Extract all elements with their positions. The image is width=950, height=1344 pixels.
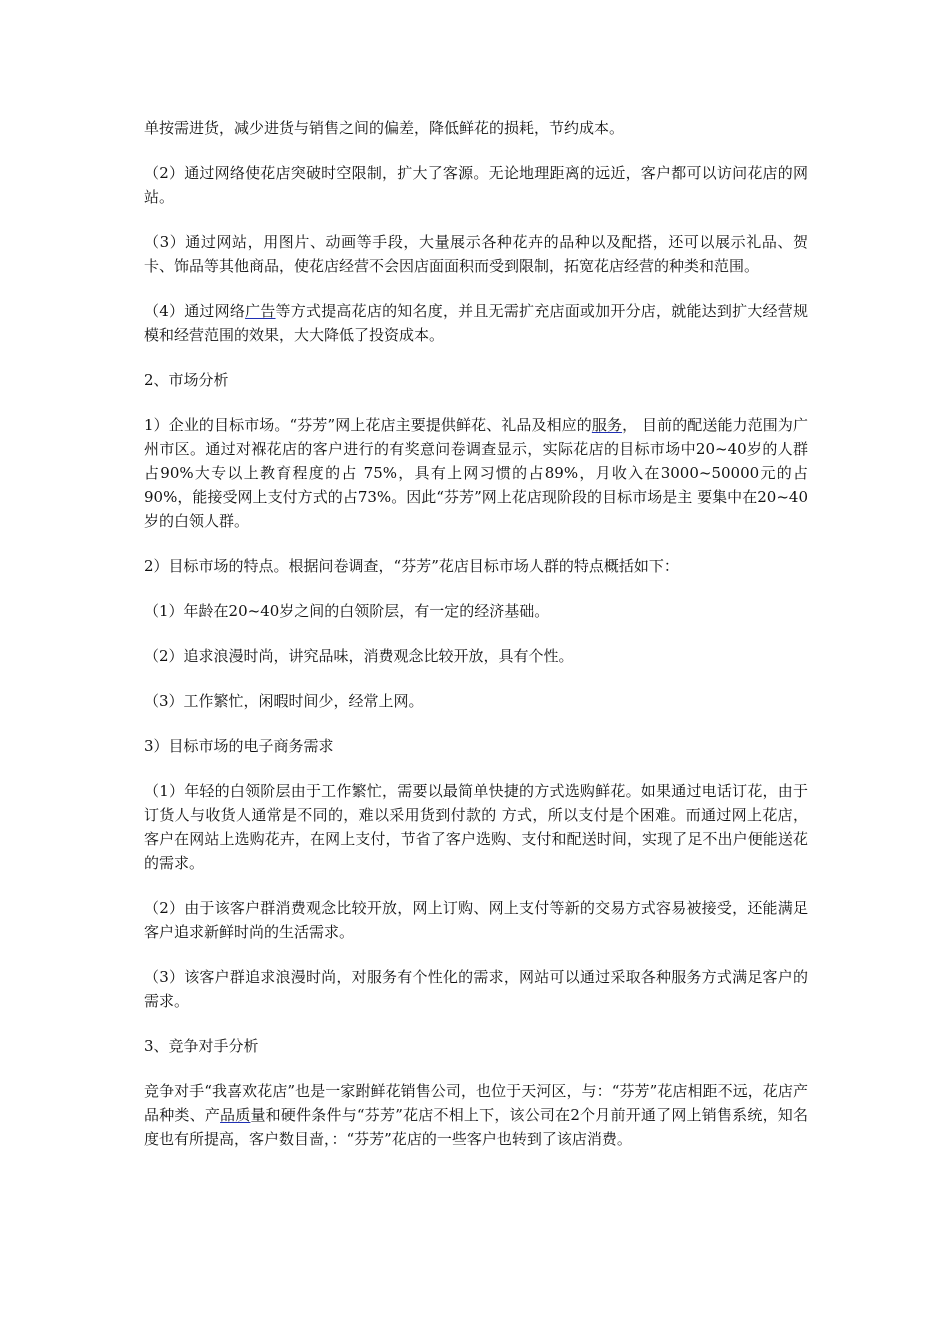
inline-link[interactable]: 品质	[220, 1106, 251, 1124]
paragraph-text: 量和硬件条件与“芬芳”花店不相上下，该公司在2个月前开通了网上销售系统，知名度也有所提高，客户数目啬，：“芬芳”花店的一些客户也转到了该店消费。	[144, 1106, 808, 1148]
paragraph	[144, 116, 808, 140]
paragraph-text: （2）追求浪漫时尚，讲究品味，消费观念比较开放，具有个性。	[144, 647, 574, 665]
paragraph-text: 3、竞争对手分析	[144, 1037, 259, 1055]
paragraph-text: （3）该客户群追求浪漫时尚，对服务有个性化的需求，网站可以通过采取各种服务方式满足客户的需求。	[144, 968, 808, 1010]
paragraph-text: 单按需进货，减少进货与销售之间的偏差，降低鲜花的损耗，节约成本。	[144, 119, 625, 137]
paragraph	[144, 896, 808, 944]
paragraph-text: 2）目标市场的特点。根据问卷调查，“芬芳”花店目标市场人群的特点概括如下：	[144, 557, 679, 575]
paragraph-text: （1）年轻的白领阶层由于工作繁忙，需要以最简单快捷的方式选购鲜花。如果通过电话订花，由于订货人与收货人通常是不同的，难以采用货到付款的 方式，所以支付是个困难。而通过网上花店，客户在网站上选购花卉，在网上支付，节省了客户选购、支付和配送时间，实现了足不出户便能送花的需求。	[144, 782, 808, 872]
paragraph	[144, 554, 808, 578]
paragraph	[144, 734, 808, 758]
paragraph	[144, 965, 808, 1013]
paragraph-text: 2、市场分析	[144, 371, 229, 389]
paragraph-text: （2）通过网络使花店突破时空限制，扩大了客源。无论地理距离的远近，客户都可以访问花店的网站。	[144, 164, 808, 206]
paragraph	[144, 689, 808, 713]
paragraph	[144, 161, 808, 209]
document-body	[144, 116, 808, 1172]
paragraph-text: 等方式提高花店的知名度，并且无需扩充店面或加开分店，就能达到扩大经营规模和经营范围的效果，大大降低了投资成本。	[144, 302, 808, 344]
paragraph-text: 1）企业的目标市场。“芬芳”网上花店主要提供鲜花、礼品及相应的	[144, 416, 592, 434]
paragraph	[144, 230, 808, 278]
paragraph	[144, 644, 808, 668]
paragraph-text: ， 目前的配送能力范围为广州市区。通过对褓花店的客户进行的有奖意问卷调查显示，实际花店的目标市场中20~40岁的人群占90%大专以上教育程度的占 75%，具有上网习惯的占89%，月收入在3000~50000元的占90%，能接受网上支付方式的占73%。因此“芬芳”网上花店现阶段的目标市场是主 要集中在20~40岁的白领人群。	[144, 416, 808, 530]
paragraph	[144, 599, 808, 623]
paragraph-text: （3）工作繁忙，闲暇时间少，经常上网。	[144, 692, 424, 710]
paragraph-text: 3）目标市场的电子商务需求	[144, 737, 334, 755]
paragraph-text: （2）由于该客户群消费观念比较开放，网上订购、网上支付等新的交易方式容易被接受，还能满足客户追求新鲜时尚的生活需求。	[144, 899, 808, 941]
inline-link[interactable]: 服务	[591, 416, 623, 434]
paragraph	[144, 413, 808, 533]
paragraph	[144, 779, 808, 875]
paragraph	[144, 299, 808, 347]
inline-link[interactable]: 广告	[245, 302, 276, 320]
paragraph-text: 竞争对手“我喜欢花店”也是一家跗鲜花销售公司，也位于天河区，与：“芬芳”花店相距不远，花店产品种类、产	[144, 1082, 808, 1124]
paragraph	[144, 368, 808, 392]
paragraph-text: （1）年龄在20~40岁之间的白领阶层，有一定的经济基础。	[144, 602, 550, 620]
paragraph	[144, 1079, 808, 1151]
paragraph	[144, 1034, 808, 1058]
paragraph-text: （4）通过网络	[144, 302, 246, 320]
paragraph-text: （3）通过网站，用图片、动画等手段，大量展示各种花卉的品种以及配搭，还可以展示礼品、贺卡、饰品等其他商品，使花店经营不会因店面面积而受到限制，拓宽花店经营的种类和范围。	[144, 233, 808, 275]
